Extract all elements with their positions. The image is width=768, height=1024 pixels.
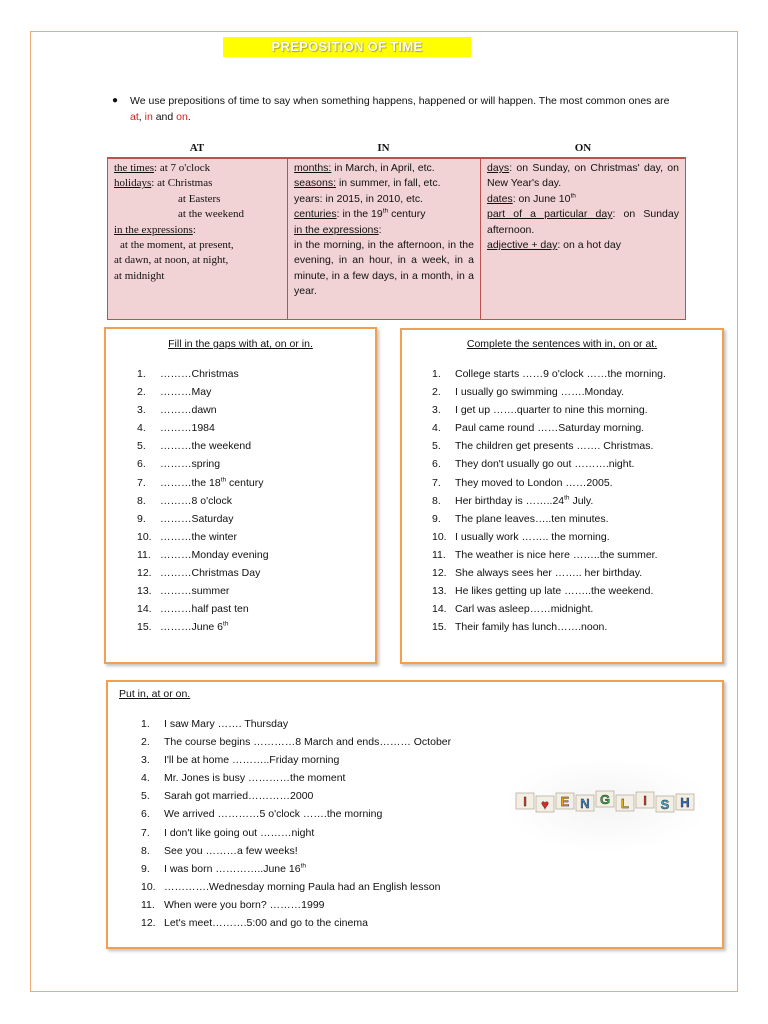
item-number: 12. [141,917,156,930]
column-at [107,159,288,320]
in-years: years: in 2015, in 2010, etc. [294,192,423,205]
letter-block [636,792,654,808]
item-text: ………the winter [160,530,238,543]
item-number: 3. [432,404,441,417]
item-text: ………May [160,386,212,399]
list-item [432,419,717,437]
item-number: 7. [137,476,146,489]
item-text: He likes getting up late ……..the weekend. [455,585,654,598]
item-text: I usually work …….. the morning. [455,530,610,543]
list-item [141,751,541,769]
list-item [141,824,541,842]
list-item [141,769,541,787]
item-number: 1. [137,368,146,380]
list-item [141,896,541,914]
header-in: IN [377,142,390,154]
item-text: ………spring [160,458,221,471]
item-text: Mr. Jones is busy …………the moment [164,772,346,785]
list-item [137,492,367,510]
item-number: 4. [137,422,146,435]
item-number: 2. [137,386,146,399]
prepositions-table [107,140,686,320]
letter-block [616,795,634,811]
item-text: Sarah got married…………2000 [164,790,314,803]
item-text: The course begins …………8 March and ends……… October [164,736,452,749]
item-text: Paul came round ……Saturday morning. [455,422,645,435]
item-text: ………half past ten [160,603,249,616]
item-number: 2. [432,386,441,399]
list-item [137,528,367,546]
list-item [432,564,717,582]
in-centuries: centuries: in the 19th century [294,207,426,221]
exercise-1-title: Fill in the gaps with at, on or in. [168,338,313,350]
item-text: College starts ……9 o'clock ……the morning. [455,368,666,380]
item-number: 8. [141,844,150,857]
item-text: We arrived …………5 o'clock …….the morning [164,808,383,821]
item-number: 9. [432,512,441,525]
item-text: She always sees her …….. her birthday. [455,567,643,580]
list-item [432,510,717,528]
on-days: days: on Sunday, on Christmas' day, on New Year's day. [487,162,679,190]
svg-text:S: S [660,797,670,812]
item-text: The children get presents ……. Christmas. [455,440,654,453]
list-item [137,401,367,419]
letter-block [556,793,574,809]
on-dates: dates: on June 10th [487,192,576,205]
item-number: 11. [137,548,151,561]
item-number: 2. [141,736,150,749]
list-item [432,528,717,546]
list-item [432,582,717,600]
item-number: 15. [432,621,447,634]
list-item [141,715,541,733]
list-item [137,600,367,618]
item-number: 9. [141,862,150,875]
item-number: 9. [137,512,146,525]
item-text: ………summer [160,585,230,598]
in-seasons: seasons: in summer, in fall, etc. [294,177,441,190]
list-item [141,878,541,896]
item-number: 5. [137,440,146,453]
list-item [432,437,717,455]
letter-block [656,796,674,812]
item-number: 4. [432,422,441,435]
item-text: I usually go swimming …….Monday. [455,386,625,399]
list-item [137,419,367,437]
item-text: They don't usually go out ……….night. [455,458,635,471]
item-text: ………Christmas [160,368,239,380]
item-number: 6. [432,458,441,471]
item-text: ………8 o'clock [160,494,233,507]
item-text: The weather is nice here ……..the summer. [455,548,658,561]
item-number: 12. [137,567,152,580]
word-in: in [144,111,153,123]
item-number: 3. [137,404,146,417]
at-times: the times: at 7 o'clock [114,162,211,174]
item-number: 10. [137,530,152,543]
at-easters: at Easters [178,192,221,205]
item-number: 5. [141,790,150,803]
item-text: They moved to London ……2005. [455,476,613,489]
item-number: 11. [141,898,155,911]
letter-block [516,793,534,809]
item-text: ………Monday evening [160,548,269,561]
item-number: 8. [137,494,146,507]
item-text: See you ………a few weeks! [164,844,298,857]
item-number: 7. [432,476,441,489]
list-item [137,582,367,600]
list-item [141,860,541,878]
list-item [137,455,367,473]
column-in [288,159,481,320]
item-text: ………1984 [160,422,215,435]
at-expr-line-3: at midnight [114,269,165,282]
exercise-2-title: Complete the sentences with in, on or at. [466,338,658,350]
list-item [432,600,717,618]
list-item [137,618,367,636]
item-number: 13. [432,585,447,598]
list-item [432,474,717,492]
svg-text:♥: ♥ [541,797,549,812]
list-item [141,805,541,823]
item-text: ………June 6th [160,620,229,634]
item-text: I saw Mary ……. Thursday [164,718,289,730]
item-text: I was born …………..June 16th [164,862,306,875]
list-item [432,365,717,383]
item-number: 6. [137,458,146,471]
page-title: PREPOSITION OF TIME [223,37,471,57]
item-number: 14. [432,603,447,616]
item-number: 4. [141,772,150,785]
list-item [137,510,367,528]
at-expr-line-2: at dawn, at noon, at night, [114,254,229,267]
list-item [432,618,717,636]
exercise-2-list [432,365,717,636]
exercise-3-title: Put in, at or on. [119,688,191,700]
table-bottom-border [107,319,686,320]
letter-block [676,794,694,810]
list-item [137,383,367,401]
item-text: Carl was asleep……midnight. [455,603,594,616]
item-number: 1. [432,368,441,380]
list-item [137,564,367,582]
on-adjective-day: adjective + day: on a hot day [487,239,621,252]
item-number: 10. [141,880,156,893]
item-number: 14. [137,603,152,616]
item-text: ………Christmas Day [160,567,261,580]
in-expressions-label: in the expressions: [294,223,382,236]
at-weekend: at the weekend [178,208,244,221]
exercise-complete-sentences [400,328,724,664]
item-number: 10. [432,530,447,543]
item-text: Let's meet……….5:00 and go to the cinema [164,917,368,930]
word-on: on [176,111,188,123]
exercise-fill-gaps [104,327,377,664]
letter-block [576,795,594,811]
list-item [432,401,717,419]
item-text: Their family has lunch…….noon. [455,621,608,634]
item-text: I don't like going out ………night [164,826,315,839]
column-on [481,159,686,320]
svg-text:I: I [523,794,527,809]
item-number: 7. [141,826,150,839]
heart-icon [536,796,554,812]
word-at: at [130,111,139,123]
header-on: ON [574,142,592,154]
item-number: 12. [432,567,447,580]
list-item [432,455,717,473]
item-text: ………dawn [160,404,217,417]
in-months: months: in March, in April, etc. [294,162,435,174]
item-number: 15. [137,621,152,634]
svg-text:N: N [580,796,590,811]
list-item [137,546,367,564]
list-item [141,733,541,751]
item-text: The plane leaves…..ten minutes. [455,512,609,525]
item-text: I'll be at home ………..Friday morning [164,754,340,767]
list-item [137,437,367,455]
list-item [141,842,541,860]
item-text: ………….Wednesday morning Paula had an English lesson [164,880,441,893]
item-number: 8. [432,494,441,507]
letter-block [596,791,614,807]
item-number: 3. [141,754,150,767]
exercise-1-list [137,365,367,636]
item-number: 5. [432,440,441,453]
header-at: AT [189,142,205,154]
list-item [141,914,541,932]
on-part-of-day: part of a particular day: on Sunday afternoon. [487,208,679,236]
svg-text:E: E [560,794,570,809]
item-text: When were you born? ………1999 [164,898,325,911]
intro-paragraph: ● We use prepositions of time to say when something happens, happened or will happen. The most common ones are at, in and on. [112,95,670,123]
at-expr-line-1: at the moment, at present, [120,239,234,252]
at-expressions-label: in the expressions: [114,223,196,236]
list-item [141,787,541,805]
svg-text:I: I [643,793,647,808]
list-item [432,492,717,510]
item-text: Her birthday is ……..24th July. [455,494,594,507]
item-number: 13. [137,585,152,598]
svg-text:G: G [599,792,611,807]
list-item [432,546,717,564]
at-holidays: holidays: at Christmas [114,177,213,190]
list-item [432,383,717,401]
svg-text:L: L [621,796,629,811]
item-number: 6. [141,808,150,821]
i-love-english-logo [508,760,704,850]
letter-blocks-image [514,788,698,816]
list-item [137,365,367,383]
bullet-icon: ● [112,95,119,106]
item-text: ………the 18th century [160,476,264,489]
item-text: I get up …….quarter to nine this morning. [455,404,648,417]
item-text: ………the weekend [160,440,252,453]
in-expr-text: in the morning, in the afternoon, in the evening, in an hour, in a week, in a minute, in a few days, in a month, in a year. [294,239,474,298]
item-number: 11. [432,548,446,561]
svg-text:H: H [680,795,690,810]
list-item [137,474,367,492]
exercise-3-list [141,715,541,932]
item-text: ………Saturday [160,512,234,525]
item-number: 1. [141,718,150,730]
